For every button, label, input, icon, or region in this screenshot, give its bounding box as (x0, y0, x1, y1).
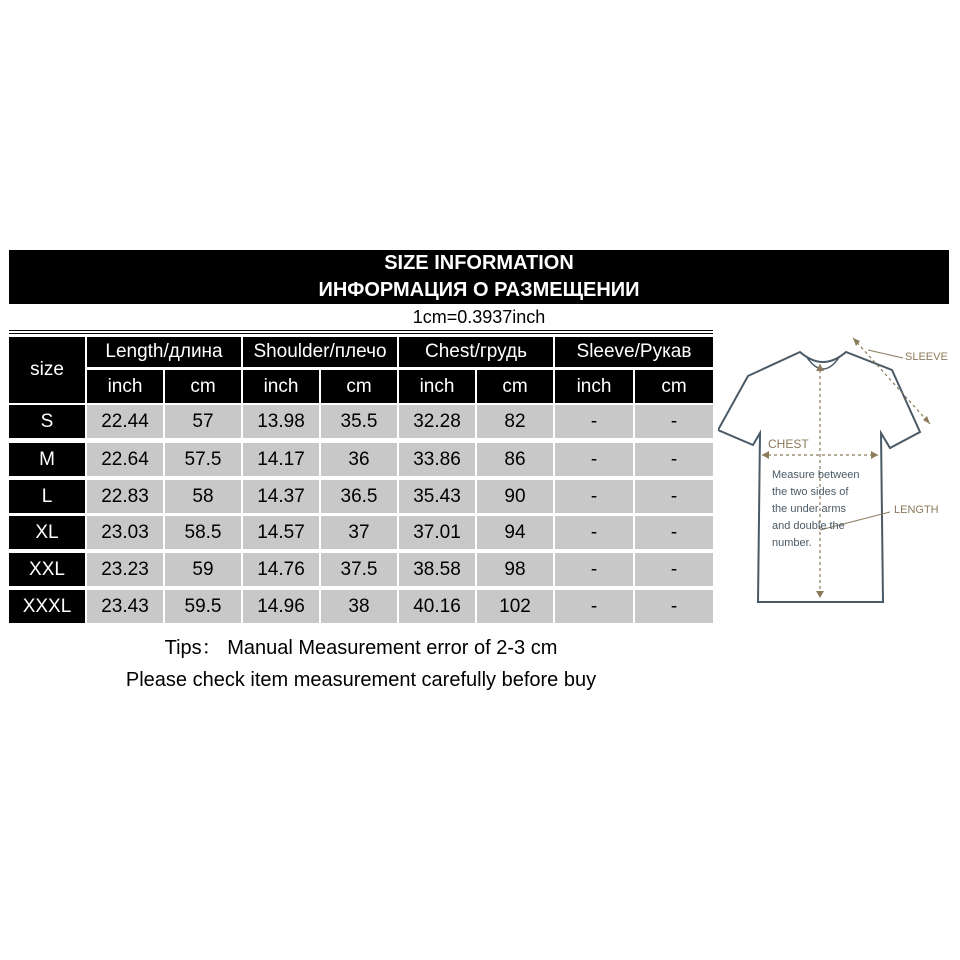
table-cell: 38.58 (399, 553, 475, 586)
table-cell: 102 (477, 590, 553, 623)
table-cell: 57.5 (165, 443, 241, 476)
table-cell: 98 (477, 553, 553, 586)
table-cell: 23.03 (87, 516, 163, 549)
table-cell: - (635, 405, 713, 438)
table-cell: 82 (477, 405, 553, 438)
size-label: XXXL (9, 590, 85, 623)
table-cell: 14.17 (243, 443, 319, 476)
divider-bottom (9, 333, 713, 334)
table-cell: 23.43 (87, 590, 163, 623)
table-cell: 14.76 (243, 553, 319, 586)
table-cell: 23.23 (87, 553, 163, 586)
table-cell: 14.96 (243, 590, 319, 623)
column-group-header: Length/длина (87, 337, 241, 367)
table-cell: 22.83 (87, 480, 163, 513)
table-cell: 37.5 (321, 553, 397, 586)
table-cell: 59.5 (165, 590, 241, 623)
table-cell: - (555, 405, 633, 438)
table-cell: 58.5 (165, 516, 241, 549)
table-cell: - (635, 590, 713, 623)
table-cell: - (635, 443, 713, 476)
table-cell: - (555, 553, 633, 586)
unit-conversion: 1cm=0.3937inch (412, 307, 546, 327)
table-cell: 37.01 (399, 516, 475, 549)
table-cell: 22.64 (87, 443, 163, 476)
unit-header: cm (635, 370, 713, 403)
unit-header: inch (399, 370, 475, 403)
table-cell: 38 (321, 590, 397, 623)
measurement-note: Measure between the two sides of the under arms and double the number. (772, 469, 860, 549)
size-label: S (9, 405, 85, 438)
table-cell: 37 (321, 516, 397, 549)
size-header: size (9, 337, 85, 403)
table-cell: 57 (165, 405, 241, 438)
unit-header: cm (477, 370, 553, 403)
table-cell: 35.5 (321, 405, 397, 438)
table-cell: 35.43 (399, 480, 475, 513)
table-cell: 36 (321, 443, 397, 476)
column-group-header: Chest/грудь (399, 337, 553, 367)
chest-label: CHEST (768, 437, 809, 451)
table-cell: 22.44 (87, 405, 163, 438)
divider-top (9, 330, 713, 331)
table-cell: - (555, 516, 633, 549)
table-cell: 32.28 (399, 405, 475, 438)
unit-header: inch (243, 370, 319, 403)
table-cell: 13.98 (243, 405, 319, 438)
unit-header: cm (165, 370, 241, 403)
table-cell: 14.37 (243, 480, 319, 513)
table-cell: 94 (477, 516, 553, 549)
table-cell: - (555, 480, 633, 513)
unit-header: cm (321, 370, 397, 403)
table-cell: - (635, 553, 713, 586)
size-label: XXL (9, 553, 85, 586)
table-cell: - (555, 443, 633, 476)
table-cell: 90 (477, 480, 553, 513)
table-cell: - (635, 516, 713, 549)
table-cell: - (555, 590, 633, 623)
banner-title: SIZE INFORMATION (384, 252, 574, 274)
length-label: LENGTH (894, 504, 939, 516)
tips-line-1: Tips： Manual Measurement error of 2-3 cm (164, 637, 558, 659)
size-label: M (9, 443, 85, 476)
table-cell: 59 (165, 553, 241, 586)
table-cell: 33.86 (399, 443, 475, 476)
unit-header: inch (87, 370, 163, 403)
unit-header: inch (555, 370, 633, 403)
column-group-header: Shoulder/плечо (243, 337, 397, 367)
table-cell: 14.57 (243, 516, 319, 549)
table-cell: - (635, 480, 713, 513)
tshirt-measurement-diagram (718, 330, 960, 620)
table-cell: 58 (165, 480, 241, 513)
size-label: L (9, 480, 85, 513)
banner-subtitle: ИНФОРМАЦИЯ О РАЗМЕЩЕНИИ (318, 279, 640, 301)
size-label: XL (9, 516, 85, 549)
table-cell: 36.5 (321, 480, 397, 513)
size-info-banner (9, 250, 949, 304)
tips-line-2: Please check item measurement carefully before buy (125, 669, 597, 691)
table-cell: 40.16 (399, 590, 475, 623)
column-group-header: Sleeve/Рукав (555, 337, 713, 367)
table-cell: 86 (477, 443, 553, 476)
sleeve-label: SLEEVE (905, 351, 948, 363)
